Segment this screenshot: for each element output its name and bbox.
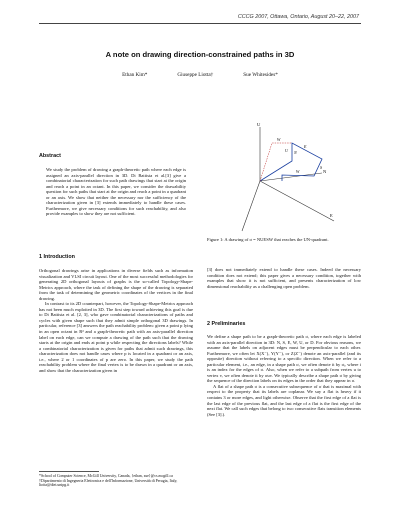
intro-continuation: [3] does not immediately extend to handle these cases. Indeed the necessary condition does not extend; this paper gives a necessary condition, together with examples that show it is not sufficient, and presents characterization of low dimensional reachability as a challenging open problem. [207,267,361,289]
footnote-1: *School of Computer Science, McGill University, Canada, {ethan, sue}@cs.mcgill.ca [39,474,173,478]
axis-n [260,173,322,181]
figure-1 [232,121,342,236]
author-list [0,72,400,78]
preliminaries-text [207,334,361,417]
prelim-paragraph: A flat of a shape path σ is a consecutive subsequence of σ that is maximal with respect to the property that its labels are coplanar. We say a flat is heavy if it contains 3 or more edges, and light otherwise. Observe that the first edge of a flat is the last edge of the previous flat, and the last edge of a flat is the first edge of the next flat. We call such edges that belong to two consecutive flats transition elements (See [3].). [207,383,361,417]
edge-label: U [285,148,288,153]
abstract-heading: Abstract [39,153,61,159]
author-1: Ethan Kim* [122,72,148,78]
shape-path [260,143,322,181]
axis-e [260,181,334,221]
axis-label-e: E [330,213,333,218]
edge-label: W [296,169,300,174]
author-2: Giuseppe Liotta† [177,72,214,78]
paper-title: A note on drawing direction-constrained paths in 3D [105,50,295,59]
footnote-2: †Dipartimento di Ingegneria Elettronica e dell'Informazione, Università di Perugia, Italy, liotta@diei.unipg.it [39,478,178,488]
edge-label: W [277,137,281,142]
section1-heading: 1 Introduction [39,254,75,260]
edge-label: E [304,144,307,149]
intro-text [39,268,193,373]
author-3: Sue Whitesides* [243,72,278,78]
prelim-paragraph: We define a shape path to be a graph-theoretic path σ, where each edge is labeled with an axis-parallel direction in 3D: N, S, E, W, U, or D. For obvious reasons, we assume that the labels on adjacent edges must be perpendicular to each other. Furthermore, we often let X(X⁻), Y(Y⁻), or Z(Z⁻) denote an axis-parallel (and its opposite) direction without referring to a specific direction. When we refer to a particular element, i.e., an edge, in a shape path σ, we often denote it by σᵢ, where i is an index for the edges of σ. Also, when we refer to a subpath from vertex u to vertex v, we often denote it by σuv. We typically describe a shape path σ by giving the sequence of the direction labels on its edges in the order that they appear in σ. [207,334,361,384]
edge-label: N [294,150,297,155]
abstract-text: We study the problem of drawing a graph-theoretic path where each edge is assigned an axis-parallel direction in 3D. Di Battista et al.[3] give a combinatorial characterization for such path drawings that start at the origin and reach a point in an octant. In this paper, we consider the drawability question for such paths that start at the origin and reach a point in a quadrant or an axis. We show that neither the necessary nor the sufficiency of the characterization given in [3] extends immediately to handle these cases. Furthermore, we give necessary conditions for such reachability, and also provide examples to show they are not sufficient. [46,167,186,217]
axis-label-u: U [257,122,261,127]
intro-paragraph: In contrast to its 2D counterpart, however, the Topology-Shape-Metrics approach has not been much exploited in 3D. The first step toward achieving this goal is due to Di Battista et al. [2, 3], who gave combinatorial characterizations of paths and cycles with given shape such that they admit simple orthogonal 3D drawings. In particular, reference [3] answers the path reachability problem: given a point p lying in an open octant in R³ and a graph-theoretic path with an axis-parallel direction label on each edge, can we compute a drawing of the path such that the drawing starts at the origin and ends at point p while respecting the directions labels? While a combinatorial characterization is given for paths that admit such drawings, this characterization does not handle cases where p is located in a quadrant or an axis, i.e., where 2 or 1 coordinates of p are zero. In this paper, we study the path reachability problem where the final vertex is to be drawn in a quadrant or an axis, and show that the characterization given in [39,301,193,373]
footnotes [39,474,193,488]
running-header: CCCG 2007, Ottawa, Ontario, August 20–22, 2007 [237,14,359,20]
edge-label: S [320,165,322,170]
header-rule [39,23,361,24]
figure-caption: Figure 1: A drawing of σ = NUESW that reaches the UN-quadrant. [207,237,329,242]
axis-label-n: N [323,169,327,174]
section2-heading: 2 Preliminaries [207,321,246,327]
axis-neg [242,181,260,231]
intro-paragraph: Orthogonal drawings arise in applications in diverse fields such as information visualization and VLSI circuit layout. One of the most successful methodologies for generating 2D orthogonal layouts of graphs is the so-called Topology-Shape-Metrics approach, where the task of defining the shape of the drawing is separated from the task of determining the geometric coordinates of the vertices in the final drawing. [39,268,193,301]
